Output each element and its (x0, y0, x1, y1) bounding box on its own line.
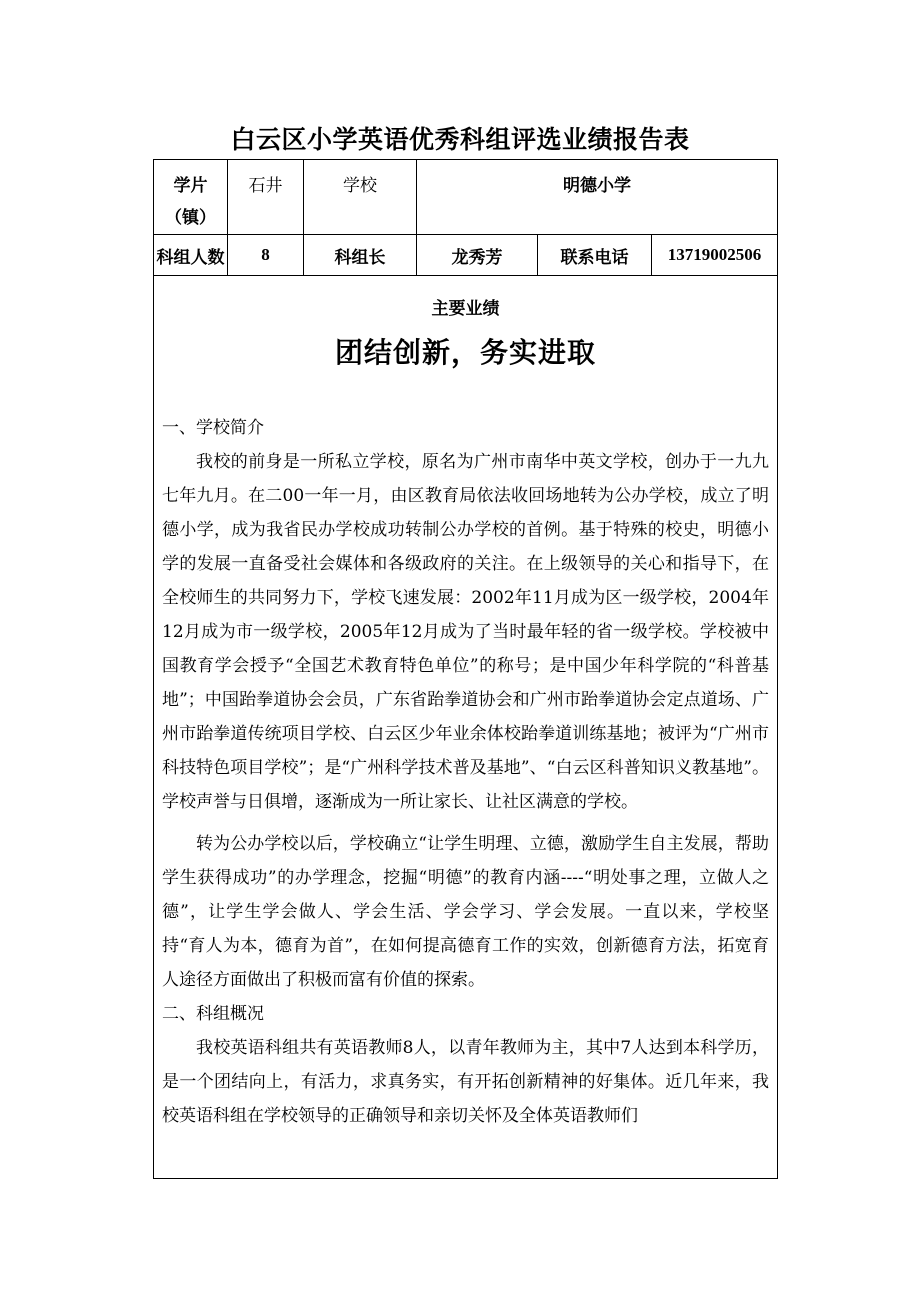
paragraph-1: 我校的前身是一所私立学校，原名为广州市南华中英文学校，创办于一九九七年九月。在二00一年一月，由区教育局依法收回场地转为公办学校，成立了明德小学，成为我省民办学校成功转制公办学校的首例。基于特殊的校史，明德小学的发展一直备受社会媒体和各级政府的关注。在上级领导的关心和指导下，在全校师生的共同努力下，学校飞速发展：2002年11月成为区一级学校，2004年12月成为市一级学校，2005年12月成为了当时最年轻的省一级学校。学校被中国教育学会授予“全国艺术教育特色单位”的称号；是中国少年科学院的“科普基地”；中国跆拳道协会会员，广东省跆拳道协会和广州市跆拳道协会定点道场、广州市跆拳道传统项目学校、白云区少年业余体校跆拳道训练基地；被评为“广州市科技特色项目学校”；是“广州科学技术普及基地”、“白云区科普知识义教基地”。学校声誉与日俱增，逐渐成为一所让家长、让社区满意的学校。 (162, 452, 769, 812)
phone-value-cell (652, 235, 778, 276)
subsection-heading-1: 一、学校简介 (162, 418, 264, 438)
district-label: 学片（镇） (165, 176, 216, 228)
paragraph-3: 我校英语科组共有英语教师8人，以青年教师为主，其中7人达到本科学历，是一个团结向上，有活力，求真务实，有开拓创新精神的好集体。近几年来，我校英语科组在学校领导的正确领导和亲切关怀及全体英语教师们 (162, 1038, 769, 1126)
phone-label: 联系电话 (560, 247, 629, 268)
leader-value: 龙秀芳 (451, 247, 503, 268)
school-label: 学校 (343, 176, 377, 196)
content-row (154, 276, 778, 1179)
report-table (153, 159, 778, 1179)
leader-value-cell (417, 235, 538, 276)
district-value: 石井 (248, 176, 283, 196)
paragraph-2-wrapper (154, 827, 777, 997)
section-label: 主要业绩 (431, 299, 500, 319)
phone-value: 13719002506 (667, 245, 762, 264)
members-label: 科组人数 (156, 247, 225, 268)
members-value-cell (228, 235, 304, 276)
district-value-cell (228, 160, 304, 235)
phone-label-cell (538, 235, 652, 276)
school-value: 明德小学 (563, 176, 631, 196)
paragraph-1-wrapper (154, 445, 777, 819)
info-row-members (154, 235, 778, 276)
info-row-school (154, 160, 778, 235)
main-heading: 团结创新，务实进取 (334, 336, 596, 369)
school-value-cell (417, 160, 778, 235)
paragraph-3-wrapper (154, 1031, 777, 1133)
district-label-cell (154, 160, 228, 235)
subsection-heading-2: 二、科组概况 (162, 1004, 264, 1024)
school-label-cell (304, 160, 417, 235)
paragraph-2: 转为公办学校以后，学校确立“让学生明理、立德，激励学生自主发展，帮助学生获得成功”的办学理念，挖掘“明德”的教育内涵----“明处事之理，立做人之德”，让学生学会做人、学会生活、学会学习、学会发展。一直以来，学校坚持“育人为本，德育为首”，在如何提高德育工作的实效，创新德育方法，拓宽育人途径方面做出了积极而富有价值的探索。 (162, 834, 769, 990)
members-label-cell (154, 235, 228, 276)
document-title: 白云区小学英语优秀科组评选业绩报告表 (230, 125, 690, 154)
content-cell (154, 276, 778, 1179)
leader-label-cell (304, 235, 417, 276)
members-value: 8 (261, 245, 270, 264)
leader-label: 科组长 (334, 247, 386, 268)
